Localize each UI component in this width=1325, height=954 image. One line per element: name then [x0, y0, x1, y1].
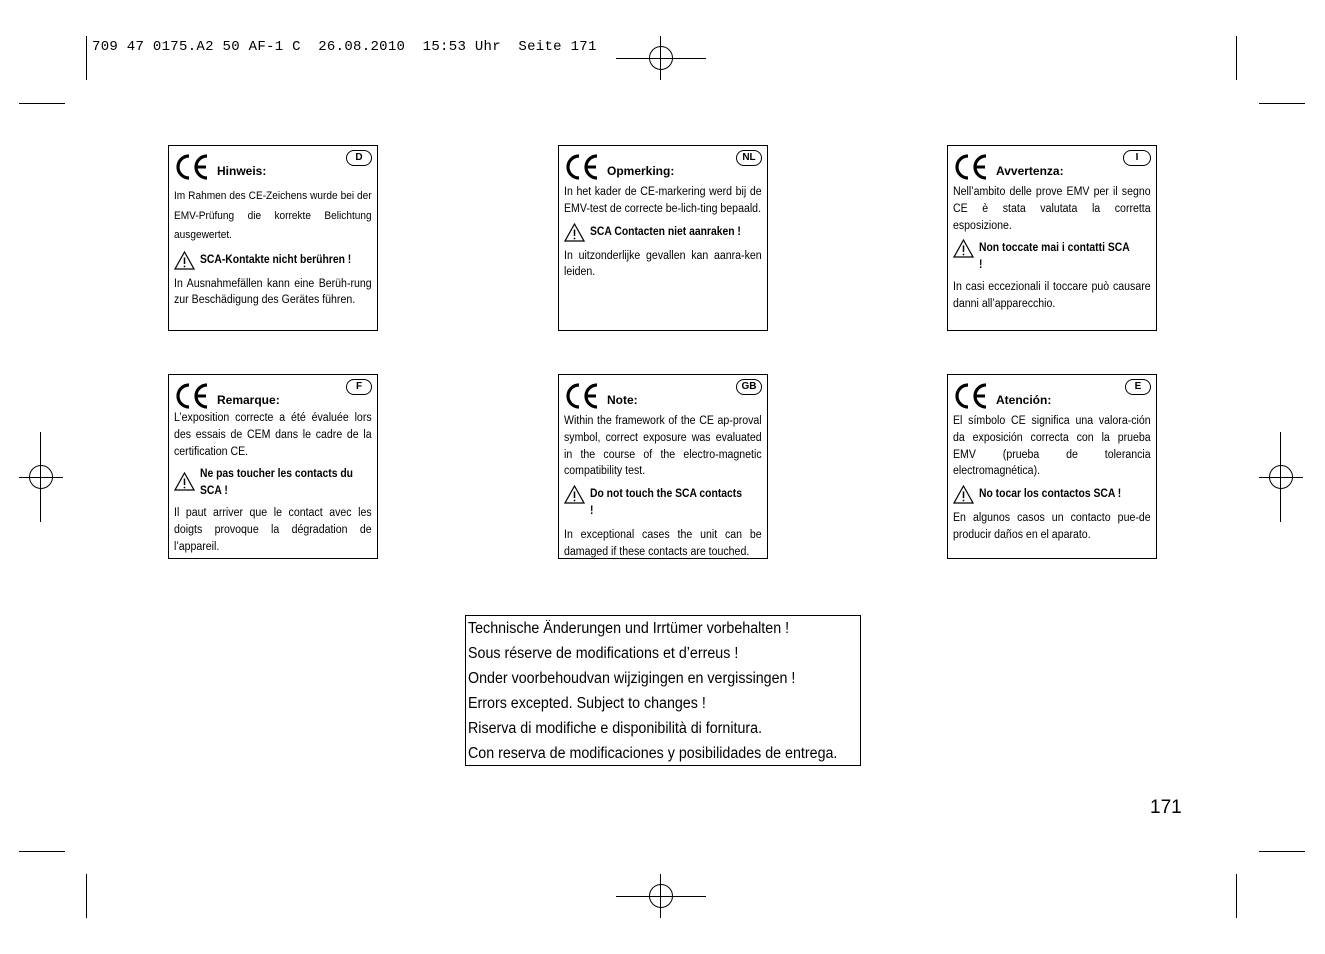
ce-mark-icon [953, 152, 989, 182]
box-title: Opmerking: [607, 164, 675, 178]
box-note: In uitzonderlijke gevallen kan aanra-ken leiden. [564, 249, 762, 279]
language-badge: F [346, 379, 372, 395]
box-text: Nell’ambito delle prove EMV per il segno CE è stata valutata la corretta esposizione. [953, 186, 1151, 232]
ce-mark-icon [174, 381, 210, 411]
language-badge: D [346, 150, 372, 166]
crop-mark [1236, 36, 1237, 80]
notice-box-de [168, 145, 378, 331]
disclaimer-line: Onder voorbehoudvan wijzigingen en vergissingen ! [468, 670, 796, 687]
page-number: 171 [1150, 797, 1182, 818]
language-badge: GB [736, 379, 762, 395]
box-note: Il paut arriver que le contact avec les doigts provoque la dégradation de l’appareil. [174, 507, 372, 553]
ce-mark-icon [953, 381, 989, 411]
box-text: Im Rahmen des CE-Zeichens wurde bei der EMV-Prüfung die korrekte Belichtung ausgewertet. [174, 190, 372, 241]
warning-line [953, 486, 1151, 504]
warning-triangle-icon [953, 239, 974, 258]
crop-mark [19, 851, 65, 852]
language-badge: NL [736, 150, 762, 166]
warning-line [953, 240, 1151, 273]
ce-mark-icon [564, 152, 600, 182]
notice-box-gb [558, 374, 768, 559]
warning-triangle-icon [953, 485, 974, 504]
disclaimer-box [465, 615, 861, 766]
disclaimer-line: Technische Änderungen und Irrtümer vorbehalten ! [468, 620, 790, 637]
box-title: Avvertenza: [996, 164, 1064, 178]
crop-mark [86, 36, 87, 80]
box-text: El símbolo CE significa una valora-ción da exposición correcta con la prueba EMV (prueba de tolerancia electromagnética). [953, 415, 1151, 478]
crop-mark [19, 103, 65, 104]
crop-mark [1236, 874, 1237, 918]
box-note: In exceptional cases the unit can be damaged if these contacts are touched. [564, 529, 762, 558]
ce-mark-icon [174, 152, 210, 182]
disclaimer-line: Sous réserve de modifications et d’erreus ! [468, 645, 739, 662]
warning-line [174, 252, 372, 270]
warning-text: SCA-Kontakte nicht berühren ! [200, 253, 352, 266]
disclaimer-line: Con reserva de modificaciones y posibilidades de entrega. [468, 745, 838, 762]
warning-line [174, 466, 372, 499]
box-note: En algunos casos un contacto pue-de producir daños en el aparato. [953, 512, 1151, 541]
warning-text: Non toccate mai i contatti SCA ! [979, 242, 1130, 271]
warning-text: No tocar los contactos SCA ! [979, 488, 1122, 501]
language-badge: I [1123, 150, 1151, 166]
box-title: Hinweis: [217, 164, 267, 178]
warning-text: SCA Contacten niet aanraken ! [590, 225, 741, 238]
warning-triangle-icon [564, 223, 585, 242]
crop-mark [1259, 851, 1305, 852]
notice-box-fr [168, 374, 378, 559]
notice-box-es [947, 374, 1157, 559]
box-text: In het kader de CE-markering werd bij de EMV-test de correcte be-lich-ting bepaald. [564, 186, 762, 215]
box-note: In Ausnahmefällen kann eine Berüh-rung zur Beschädigung des Gerätes führen. [174, 277, 372, 307]
disclaimer-line: Errors excepted. Subject to changes ! [468, 695, 706, 712]
crop-mark [1259, 103, 1305, 104]
warning-triangle-icon [174, 472, 195, 491]
ce-mark-icon [564, 381, 600, 411]
warning-text: Do not touch the SCA contacts ! [590, 488, 743, 517]
warning-line [564, 486, 762, 519]
warning-triangle-icon [174, 251, 195, 270]
box-title: Note: [607, 393, 638, 407]
warning-text: Ne pas toucher les contacts du SCA ! [200, 468, 353, 497]
box-note: In casi eccezionali il toccare può causare danni all’apparecchio. [953, 281, 1151, 311]
box-title: Atención: [996, 393, 1052, 407]
box-title: Remarque: [217, 393, 280, 407]
warning-line [564, 224, 762, 242]
warning-triangle-icon [564, 485, 585, 504]
notice-box-nl [558, 145, 768, 331]
language-badge: E [1125, 379, 1151, 395]
disclaimer-line: Riserva di modifiche e disponibilità di fornitura. [468, 720, 763, 737]
box-text: L’exposition correcte a été évaluée lors des essais de CEM dans le cadre de la certification CE. [174, 412, 372, 458]
box-text: Within the framework of the CE ap-proval symbol, correct exposure was evaluated in the course of the electro-magnetic compatibility test. [564, 415, 762, 478]
print-header: 709 47 0175.A2 50 AF-1 C 26.08.2010 15:53 Uhr Seite 171 [92, 39, 597, 55]
crop-mark [86, 874, 87, 918]
notice-box-it [947, 145, 1157, 331]
